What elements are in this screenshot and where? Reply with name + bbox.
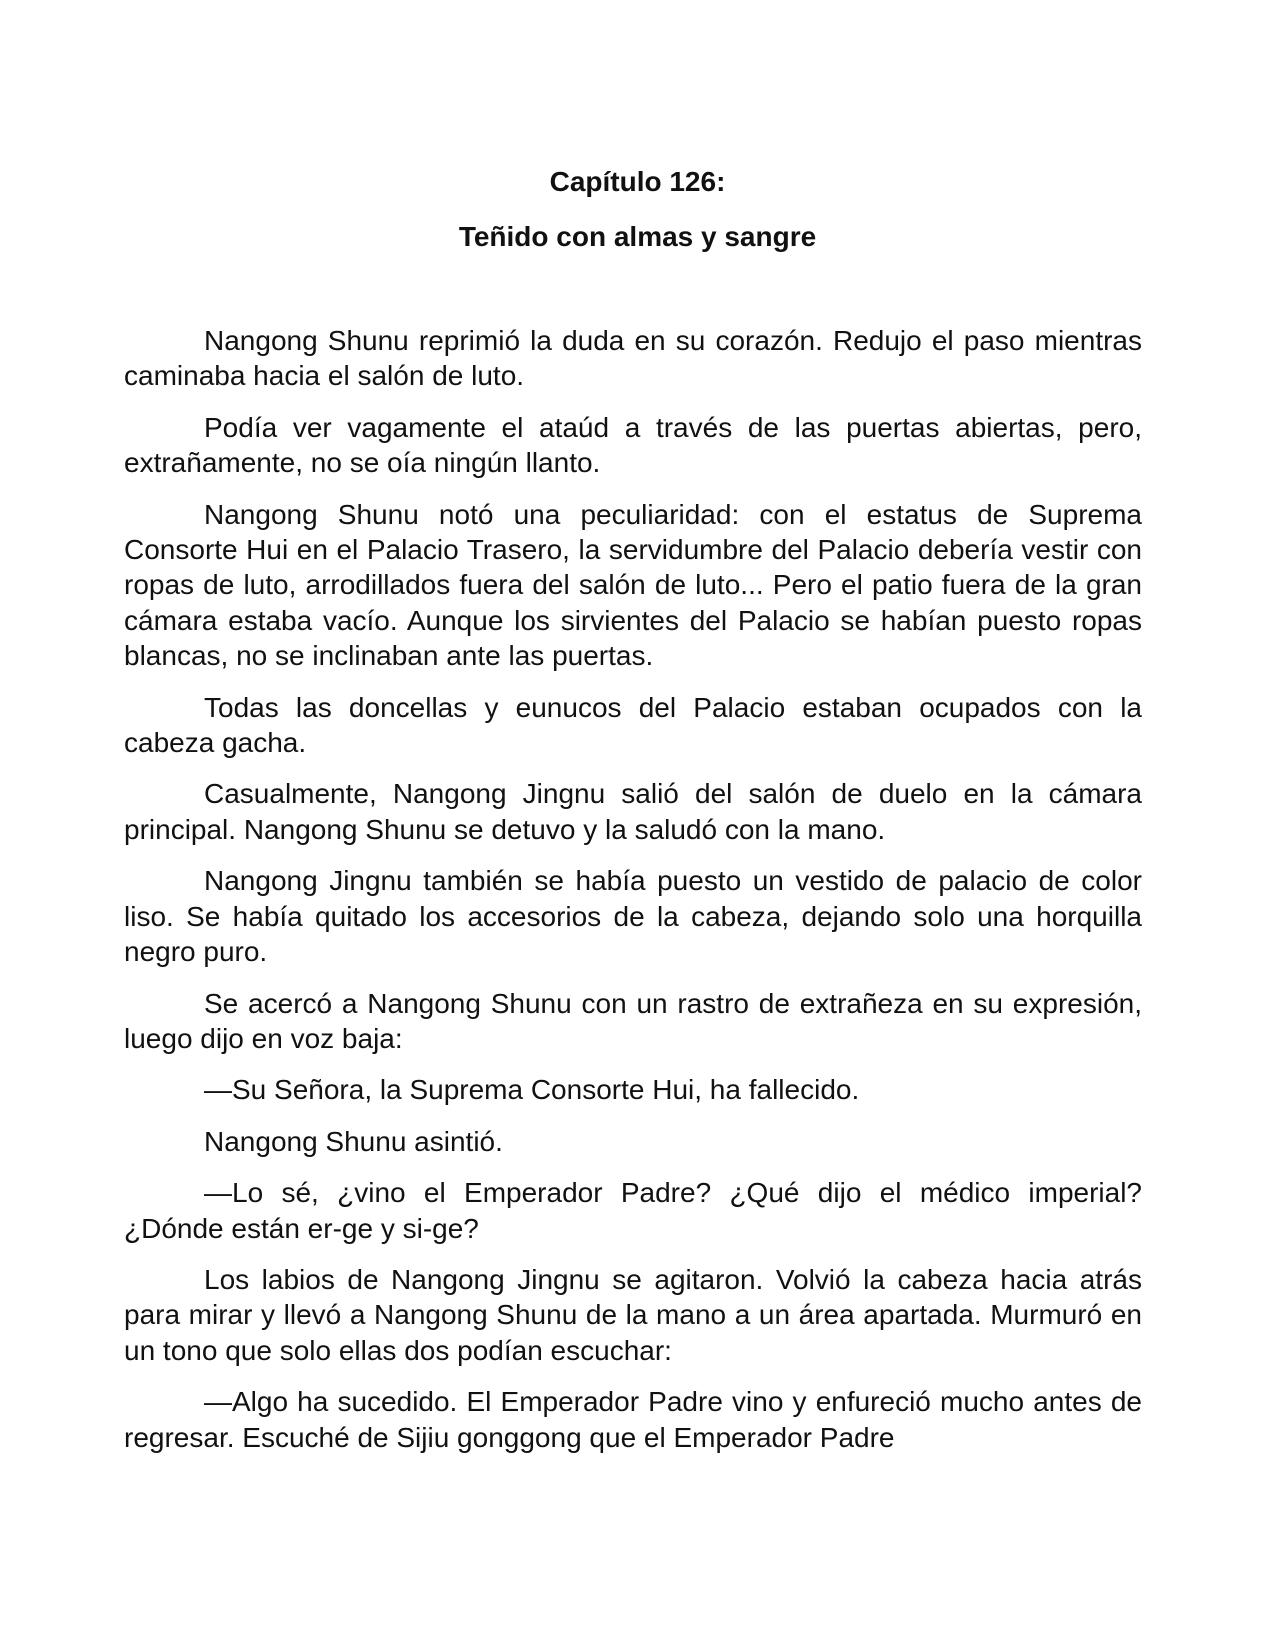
paragraph: Se acercó a Nangong Shunu con un rastro de extrañeza en su expresión, luego dijo en voz baja: [124, 987, 1142, 1054]
chapter-heading: Capítulo 126: [549, 166, 726, 197]
paragraph: —Lo sé, ¿vino el Emperador Padre? ¿Qué dijo el médico imperial? ¿Dónde están er-ge y si-ge? [124, 1177, 1142, 1244]
paragraph: Casualmente, Nangong Jingnu salió del salón de duelo en la cámara principal. Nangong Shunu se detuvo y la saludó con la mano. [124, 778, 1142, 845]
paragraph: Nangong Shunu reprimió la duda en su corazón. Redujo el paso mientras caminaba hacia el salón de luto. [124, 325, 1142, 392]
paragraph: Podía ver vagamente el ataúd a través de las puertas abiertas, pero, extrañamente, no se oía ningún llanto. [124, 411, 1142, 479]
chapter-body [124, 323, 1142, 1471]
paragraph: Nangong Shunu asintió. [204, 1125, 503, 1157]
chapter-subtitle: Teñido con almas y sangre [458, 221, 817, 252]
paragraph: —Algo ha sucedido. El Emperador Padre vino y enfureció mucho antes de regresar. Escuché de Sijiu gonggong que el Emperador Padre [124, 1386, 1142, 1453]
paragraph: —Su Señora, la Suprema Consorte Hui, ha fallecido. [204, 1074, 860, 1106]
paragraph: Nangong Shunu notó una peculiaridad: con el estatus de Suprema Consorte Hui en el Palacio Trasero, la servidumbre del Palacio debería vestir con ropas de luto, arrodillados fuera del salón de luto... Pero el patio fuera de la gran cámara estaba vacío. Aunque los sirvientes del Palacio se habían puesto ropas blancas, no se inclinaban ante las puertas. [124, 498, 1142, 672]
paragraph: Todas las doncellas y eunucos del Palacio estaban ocupados con la cabeza gacha. [124, 691, 1142, 759]
paragraph: Nangong Jingnu también se había puesto un vestido de palacio de color liso. Se había quitado los accesorios de la cabeza, dejando solo una horquilla negro puro. [124, 865, 1142, 968]
paragraph: Los labios de Nangong Jingnu se agitaron. Volvió la cabeza hacia atrás para mirar y llevó a Nangong Shunu de la mano a un área apartada. Murmuró en un tono que solo ellas dos podían escuchar: [124, 1263, 1142, 1366]
